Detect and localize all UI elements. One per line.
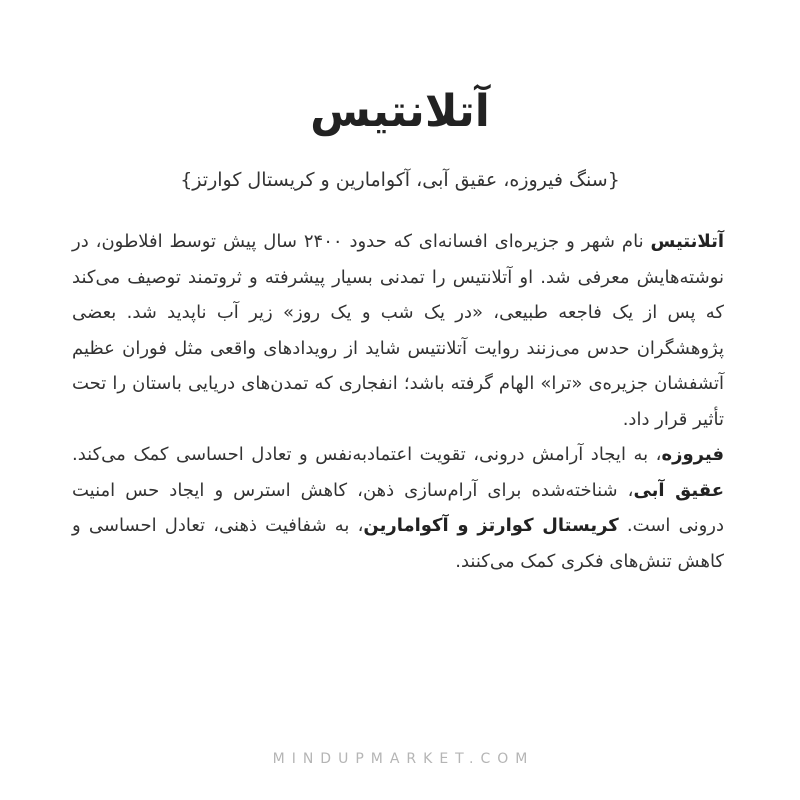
quartz-aquamarine-description: ، به شفافیت ذهنی، تعادل احساسی و کاهش تنش‌های فکری کمک می‌کنند.	[72, 515, 724, 572]
term-quartz-aquamarine: کریستال کوارتز و آکوامارین	[363, 515, 619, 536]
site-watermark: MINDUPMARKET.COM	[272, 751, 535, 767]
term-atlantis: آتلانتیس	[650, 231, 725, 252]
page-title: آتلانتیس	[310, 86, 490, 137]
paragraph-intro-text: نام شهر و جزیره‌ای افسانه‌ای که حدود ۲۴۰۰ سال پیش توسط افلاطون، در نوشته‌هایش معرفی شد. او آتلانتیس را تمدنی بسیار پیشرفته و ثروتمند توصیف می‌کند که پس از یک فاجعه طبیعی، «در یک شب و یک روز» زیر آب ناپدید شد. بعضی پژوهشگران حدس می‌زنند روایت آتلانتیس شاید از رویدادهای واقعی مثل فوران عظیم آتشفشان جزیره‌ی «ترا» الهام گرفته باشد؛ انفجاری که تمدن‌های دریایی باستان را تحت تأثیر قرار داد.	[72, 231, 724, 430]
term-blue-agate: عقیق آبی	[633, 479, 724, 501]
paragraph-stones	[72, 437, 724, 579]
article-body	[72, 224, 724, 579]
subtitle: {سنگ فیروزه، عقیق آبی، آکوامارین و کریستال کوارتز}	[180, 169, 620, 191]
turquoise-description: ، به ایجاد آرامش درونی، تقویت اعتمادبه‌نفس و تعادل احساسی کمک می‌کند.	[72, 444, 662, 465]
paragraph-intro	[72, 224, 724, 437]
blue-agate-description: ، شناخته‌شده برای آرام‌سازی ذهن، کاهش استرس و ایجاد حس امنیت درونی است.	[72, 479, 724, 536]
term-turquoise: فیروزه	[661, 444, 724, 465]
